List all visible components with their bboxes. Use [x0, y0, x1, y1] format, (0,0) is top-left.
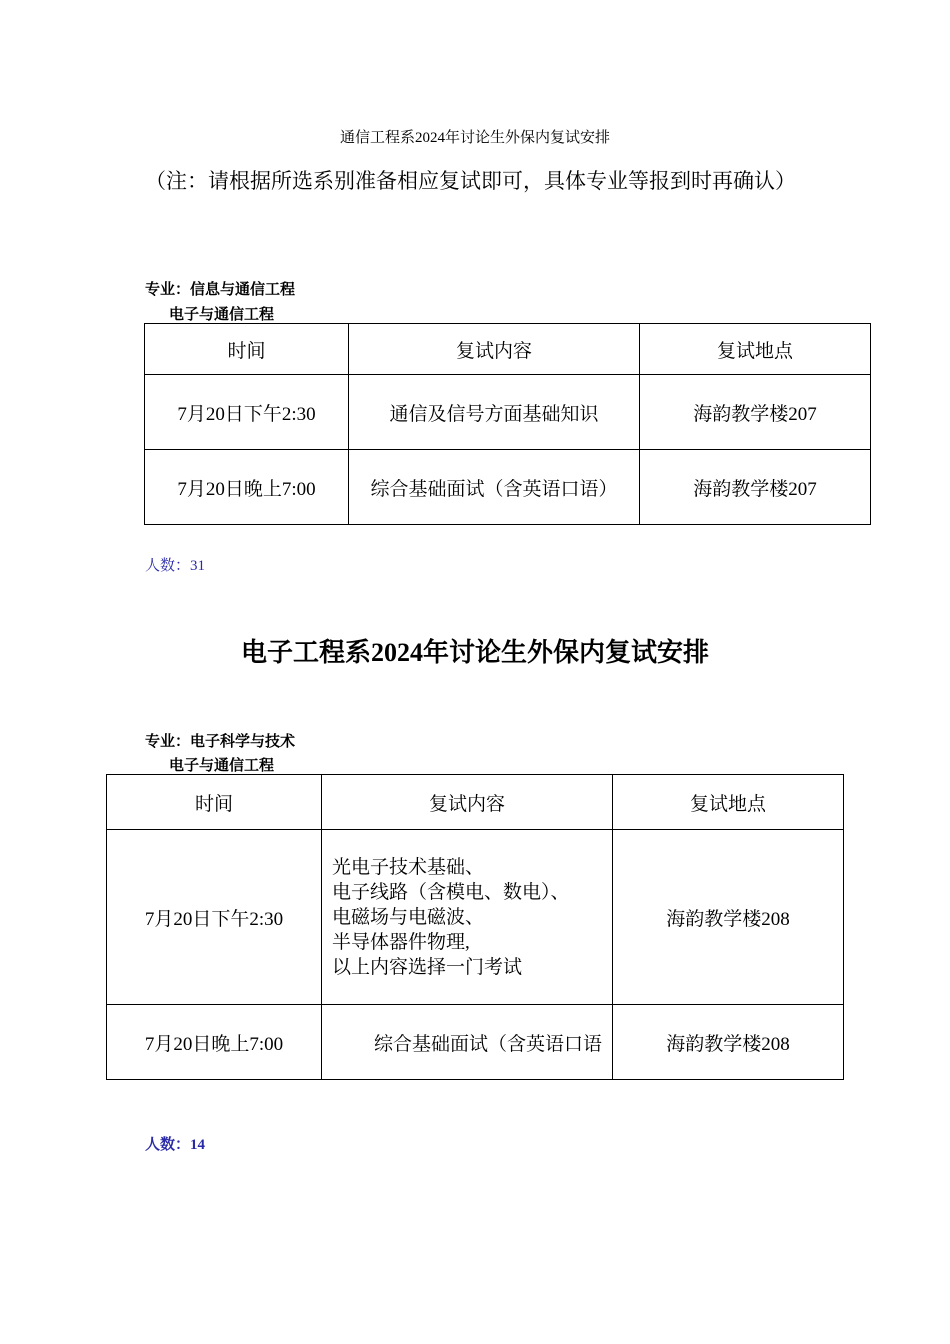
header-time: 时间: [145, 324, 349, 375]
row-place: 海韵教学楼208: [613, 1005, 844, 1080]
section1-count: 人数：31: [145, 558, 206, 574]
row-content: 综合基础面试（含英语口语）: [349, 450, 640, 525]
note-text: （注：请根据所选系别准备相应复试即可，具体专业等报到时再确认）: [145, 169, 796, 193]
section1-table: [144, 323, 871, 525]
header-time: 时间: [107, 775, 322, 830]
row-place: 海韵教学楼208: [613, 830, 844, 1005]
section2-sub-major: 电子与通信工程: [169, 758, 275, 774]
row-content: 综合基础面试（含英语口语: [322, 1005, 613, 1080]
section2-title: 电子工程系2024年讨论生外保内复试安排: [240, 638, 709, 667]
content-line: 以上内容选择一门考试: [332, 956, 523, 978]
section2-major: 专业：电子科学与技术: [145, 734, 296, 750]
table-row: [107, 830, 844, 1005]
row-time: 7月20日晚上7:00: [107, 1005, 322, 1080]
row-time: 7月20日下午2:30: [107, 830, 322, 1005]
table-header-row: [145, 324, 871, 375]
table-row: [145, 375, 871, 450]
row-content: 通信及信号方面基础知识: [349, 375, 640, 450]
table-header-row: [107, 775, 844, 830]
header-place: 复试地点: [640, 324, 871, 375]
table-row: [145, 450, 871, 525]
section1-sub-major: 电子与通信工程: [169, 307, 275, 323]
header-content: 复试内容: [349, 324, 640, 375]
row-time: 7月20日下午2:30: [145, 375, 349, 450]
table-row: [107, 1005, 844, 1080]
section2-count: 人数：14: [145, 1137, 206, 1153]
content-line: 半导体器件物理,: [332, 931, 470, 953]
content-line: 电磁场与电磁波、: [332, 906, 485, 928]
header-content: 复试内容: [322, 775, 613, 830]
row-time: 7月20日晚上7:00: [145, 450, 349, 525]
content-line: 光电子技术基础、: [332, 856, 485, 878]
row-content: [322, 830, 613, 1005]
row-place: 海韵教学楼207: [640, 375, 871, 450]
content-line: 电子线路（含模电、数电）、: [332, 881, 570, 903]
section1-major: 专业：信息与通信工程: [145, 282, 296, 298]
section1-title: 通信工程系2024年讨论生外保内复试安排: [339, 130, 610, 146]
section2-table: [106, 774, 844, 1080]
row-place: 海韵教学楼207: [640, 450, 871, 525]
header-place: 复试地点: [613, 775, 844, 830]
